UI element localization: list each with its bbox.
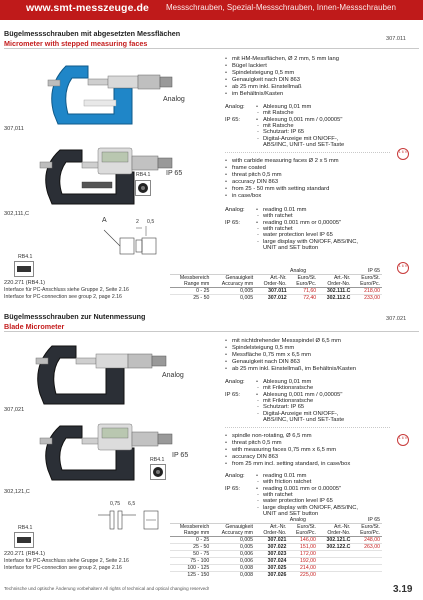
section2-title: Bügelmessschrauben zur Nutenmessung [4,312,146,321]
product-code-analog-2: 307,021 [4,407,25,413]
header-categories: Messschrauben, Spezial-Messschrauben, Innen-Messschrauben [166,3,396,12]
cell-order-no: 302.112.C [326,295,351,301]
spec-sub-item: - mit Ratsche [256,123,338,129]
section2-subtitle: Blade Micrometer [4,322,65,331]
cell-order-no: 307.022 [267,544,287,550]
col-header: Euro/St. Euro/Pc. [296,275,317,287]
cell-order-no: 307.021 [267,537,287,543]
cell-order-no: 307.026 [267,572,287,578]
section1-bullets-de [225,56,339,97]
interface-note-en-1: Interface for PC-connection see group 2, page 2.16 [4,294,122,300]
interface-cable-icon [14,261,34,277]
spec-sub-item: - mit Friktionsratsche [256,385,313,391]
group-analog: Analog [289,517,306,523]
cell-range: 125 - 150 [187,572,210,578]
page-number: 3.19 [393,584,413,595]
spec-item: • reading 0.01 mm [256,473,307,480]
ip65-label-2: IP 65 [172,452,189,459]
micrometer-digital-image-1 [26,142,186,210]
bullet-item: • from 25 - 50 mm with setting standard [225,186,339,193]
ref-label-1a: RB4.1 [136,172,151,178]
table-row [170,537,382,544]
cell-accuracy: 0,005 [240,544,253,550]
bullet-item: • Spindelsteigung 0,5 mm [225,70,339,77]
spec-sub-item: - Schutzart: IP 65 [256,404,338,410]
cell-price: 233,00 [364,295,380,301]
cell-price [352,551,382,558]
spec-sub-item: - Schutzart: IP 65 [256,129,338,135]
spec-sub-item: - with friction ratchet [256,479,311,485]
section2-divider [225,427,390,428]
spec-sub-item: - Digital-Anzeige mit ON/OFF-, [256,136,338,142]
cell-accuracy: 0,005 [240,288,254,294]
analog-spec-label-en-2: Analog: [225,473,245,479]
cell-order-no [318,551,353,558]
bullet-item: • with carbide measuring faces Ø 2 x 5 mm [225,158,339,165]
ip-sub-list-de-2 [256,398,338,417]
table-row [170,565,382,572]
micrometer-analog-image-1 [36,54,181,134]
ref-label-2a: RB4.1 [150,457,165,463]
spec-sub-item: - water protection level IP 65 [256,498,358,504]
bullet-item: • ab 25 mm inkl. Einstellmaß, im Behältnis/Kasten [225,366,356,373]
ip-spec-cont-de-2: ABS/INC, UNIT- und SET-Taste [263,417,345,423]
cell-range: 75 - 100 [190,558,210,564]
ip-spec-cont-en-2: UNIT and SET button [263,511,319,517]
spec-sub-item: - with ratchet [256,213,293,219]
analog-label-1: Analog [163,96,185,103]
bullet-item: • Messfläche 0,75 mm x 6,5 mm [225,352,356,359]
section1-divider [225,152,390,153]
table-row [170,288,382,295]
bullet-item: • Genauigkeit nach DIN 863 [225,359,356,366]
group-analog: Analog [290,268,307,274]
table-row [170,295,382,302]
section1-price-table [170,268,382,301]
col-header: Art.-Nr. Order-No. [263,275,287,287]
dim-value-2: 0,5 [147,219,155,225]
section1-title: Bügelmessschrauben mit abgesetzten Messflächen [4,29,181,38]
rb-connector-icon [135,180,151,196]
cell-order-no: 307.024 [267,558,287,564]
battery-badge-3: 1 6 V [397,434,409,446]
spec-sub-item: - mit Friktionsratsche [256,398,338,404]
bullet-item: • threat pitch 0,5 mm [225,440,350,447]
section2-bullets-de [225,338,356,373]
cell-price: 172,00 [300,551,316,557]
cell-accuracy: 0,005 [240,537,253,543]
interface-cable-icon [14,532,34,548]
blade-faces-diagram [96,507,166,535]
section2-bullets-en [225,433,350,468]
stepped-faces-diagram [102,226,172,260]
cell-price: 192,00 [300,558,316,564]
bullet-item: • accuracy DIN 863 [225,179,339,186]
ip-spec-label-en-2: IP 65: [225,486,241,492]
spec-sub-item: - mit Ratsche [256,110,294,116]
cell-order-no: 307.011 [268,288,287,294]
bullet-item: • spindle non-rotating, Ø 6,5 mm [225,433,350,440]
bullet-item: • accuracy DIN 863 [225,454,350,461]
ref-label-2b: RB4.1 [18,525,33,531]
spec-item: • Ablesung 0,001 mm / 0,00005" [256,117,342,124]
group-ip65: IP 65 [367,517,380,523]
cell-price: 263,00 [364,544,380,550]
bullet-item: • frame coated [225,165,339,172]
cell-range: 50 - 75 [193,551,210,557]
section2-rule [4,331,419,332]
bullet-item: • with measuring faces 0,75 mm x 6,5 mm [225,447,350,454]
section2-code: 307.021 [386,316,407,322]
ip-spec-cont-de-1: ABS/INC, UNIT- und SET-Taste [263,142,345,148]
ip-sub-list-en-2 [256,492,358,511]
dim-value-3: 0,75 [110,501,121,507]
ip-sub-list-de-1 [256,123,338,142]
product-code-digital-2: 302,121,C [4,489,30,495]
cell-range: 0 - 25 [196,288,210,294]
cell-order-no: 302.121.C [326,537,351,543]
cell-range: 25 - 50 [193,295,210,301]
cell-order-no: 307.023 [267,551,287,557]
col-header: Art.-Nr. Order-No. [263,524,287,536]
spec-item: • Ablesung 0,01 mm [256,379,311,386]
cell-range: 0 - 25 [196,537,210,543]
cell-order-no [318,558,353,565]
dim-value-4: 6,5 [128,501,136,507]
col-header: Genauigkeit Accuracy mm [221,275,254,287]
interface-note-en-2: Interface for PC-connection see group 2, page 2.16 [4,565,122,571]
analog-sub-list-de-1 [256,110,294,116]
cell-accuracy: 0,008 [240,565,253,571]
cell-order-no: 302.122.C [326,544,351,550]
bullet-item: • in case/box [225,193,339,200]
interface-note-de-2: Interface für PC-Anschluss siehe Gruppe 2, Seite 2.16 [4,558,129,564]
bullet-item: • Bügel lackiert [225,63,339,70]
section2-price-table [170,517,382,578]
table-row [170,544,382,551]
analog-spec-label-de-1: Analog: [225,104,245,110]
cell-price: 225,00 [300,572,316,578]
cell-accuracy: 0,006 [240,558,253,564]
bullet-item: • mit HM-Messflächen, Ø 2 mm, 5 mm lang [225,56,339,63]
battery-badge-1: 1 6 V [397,148,409,160]
table-header-row [170,275,382,288]
col-header: Euro/St. Euro/Pc. [296,524,316,536]
rb-connector-icon [150,464,166,480]
analog-sub-list-de-2 [256,385,313,391]
bullet-item: • ab 25 mm inkl. Einstellmaß [225,84,339,91]
site-url[interactable]: www.smt-messzeuge.de [26,2,149,14]
section1-code: 307.011 [386,36,406,42]
col-header: Genauigkeit Accuracy mm [221,524,253,536]
col-header: Euro/St. Euro/Pc. [360,524,380,536]
analog-label-2: Analog [162,372,184,379]
spec-item: • reading 0.01 mm [256,207,307,214]
cell-price: 214,00 [300,565,316,571]
analog-sub-list-en-1 [256,213,293,219]
col-header: Art.-Nr. Order-No. [327,275,351,287]
ip-spec-label-en-1: IP 65: [225,220,241,226]
col-header: Messbereich Range mm [179,275,210,287]
spec-sub-item: - large display with ON/OFF, ABS/INC, [256,505,358,511]
col-header: Messbereich Range mm [179,524,210,536]
table-row [170,551,382,558]
dim-value-1: 2 [136,219,139,225]
interface-code-1: 220.271 (RB4.1) [4,280,46,286]
cell-price: 151,00 [300,544,316,550]
product-code-digital-1: 302,111,C [4,211,29,217]
bullet-item: • Spindelsteigung 0,5 mm [225,345,356,352]
cell-accuracy: 0,006 [240,551,253,557]
cell-price [352,565,382,572]
ip-spec-cont-en-1: UNIT and SET button [263,245,319,251]
ip-sub-list-en-1 [256,226,358,245]
bullet-item: • threat pitch 0,5 mm [225,172,339,179]
cell-order-no [318,572,353,579]
battery-badge-2: 1 6 V [397,262,409,274]
interface-code-2: 220.271 (RB4.1) [4,551,46,557]
section1-subtitle: Micrometer with stepped measuring faces [4,39,148,48]
analog-spec-label-en-1: Analog: [225,207,245,213]
cell-price: 72,40 [303,295,317,301]
table-row [170,572,382,579]
table-row [170,558,382,565]
cell-price: 218,00 [364,288,380,294]
cell-order-no [318,565,353,572]
footer-disclaimer: Technische und optische Änderung vorbehalten! All rights of technical and optical changing reserved! [4,586,210,591]
ip-spec-label-de-1: IP 65: [225,117,241,123]
spec-item: • reading 0.001 mm or 0,00005" [256,220,341,227]
table-header-row [170,524,382,537]
section1-rule [4,48,419,49]
cell-order-no: 302.111.C [327,288,351,294]
ip65-label-1: IP 65 [166,170,183,177]
cell-price: 248,00 [364,537,380,543]
spec-sub-item: - Digital-Anzeige mit ON/OFF-, [256,411,338,417]
interface-note-de-1: Interface für PC-Anschluss siehe Gruppe 2, Seite 2.16 [4,287,129,293]
bullet-item: • mit nichtdrehender Messspindel Ø 6,5 mm [225,338,356,345]
cell-accuracy: 0,005 [240,295,254,301]
product-code-analog-1: 307,011 [4,126,24,132]
bullet-item: • Genauigkeit nach DIN 863 [225,77,339,84]
cell-price: 71,60 [303,288,317,294]
spec-sub-item: - large display with ON/OFF, ABS/INC, [256,239,358,245]
bullet-item: • from 25 mm incl. setting standard, in case/box [225,461,350,468]
spec-sub-item: - with ratchet [256,492,358,498]
analog-sub-list-en-2 [256,479,311,485]
cell-price: 146,00 [300,537,316,543]
col-header: Euro/St. Euro/Pc. [360,275,380,287]
spec-item: • reading 0.001 mm or 0.00005" [256,486,341,493]
ref-label-1b: RB4.1 [18,254,33,260]
cell-order-no: 307.025 [267,565,287,571]
cell-price [352,572,382,579]
bullet-item: • im Behältnis/Kasten [225,91,339,98]
cell-range: 100 - 125 [187,565,210,571]
analog-spec-label-de-2: Analog: [225,379,245,385]
dim-label-a: A [102,217,107,224]
spec-item: • Ablesung 0,01 mm [256,104,311,111]
col-header: Art.-Nr. Order-No. [327,524,351,536]
cell-range: 25 - 50 [193,544,210,550]
spec-sub-item: - with ratchet [256,226,358,232]
group-ip65: IP 65 [367,268,380,274]
cell-accuracy: 0,008 [240,572,253,578]
ip-spec-label-de-2: IP 65: [225,392,241,398]
spec-sub-item: - water protection level IP 65 [256,232,358,238]
section1-bullets-en [225,158,339,199]
cell-price [352,558,382,565]
micrometer-analog-image-2 [24,336,174,408]
cell-order-no: 307.012 [267,295,287,301]
spec-item: • Ablesung 0,001 mm / 0,00005" [256,392,342,399]
